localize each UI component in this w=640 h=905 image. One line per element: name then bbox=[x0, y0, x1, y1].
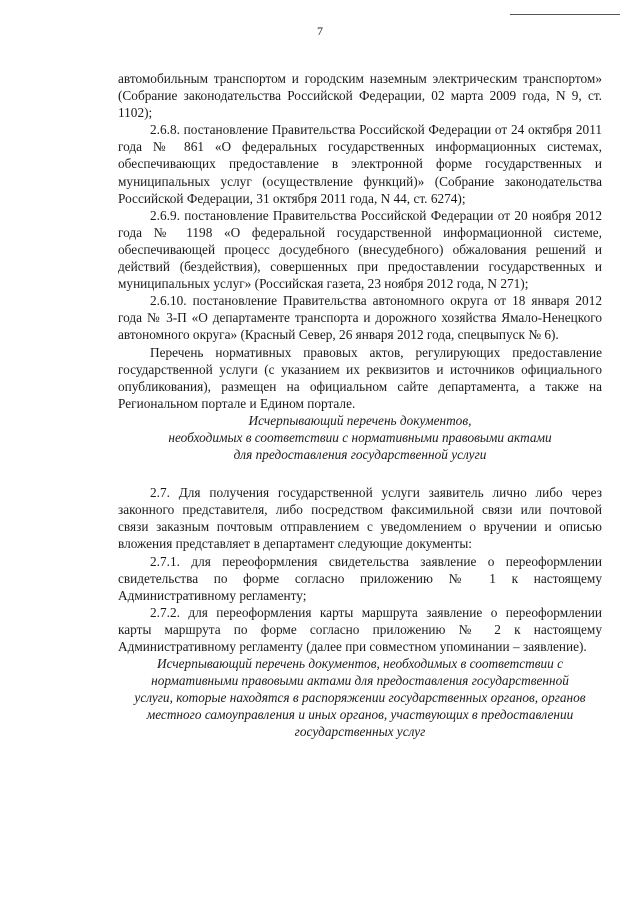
heading-line: услуги, которые находятся в распоряжении государственных органов, органов bbox=[134, 690, 586, 706]
paragraph-2-7-1: 2.7.1. для переоформления свидетельства заявление о переоформлении свидетельства по форме согласно приложению № 1 к настоящему Административному регламенту; bbox=[118, 553, 602, 603]
page-number: 7 bbox=[317, 24, 323, 38]
paragraph-2-6-10: 2.6.10. постановление Правительства автономного округа от 18 января 2012 года № 3-П «О департаменте транспорта и дорожного хозяйства Ямало-Ненецкого автономного округа» (Красный Север, 26 января 2012 года, спецвыпуск № 6). bbox=[118, 293, 602, 343]
heading-line: местного самоуправления и иных органов, участвующих в предоставлении bbox=[146, 707, 574, 723]
document-body bbox=[118, 70, 602, 741]
paragraph-2-6-9: 2.6.9. постановление Правительства Российской Федерации от 20 ноября 2012 года № 1198 «О федеральной государственной информационной системе, обеспечивающей процесс досудебного (внесудебного) обжалования решений и действий (бездействия), совершенных при предоставлении государственных и муниципальных услуг» (Российская газета, 23 ноября 2012 года, N 271); bbox=[118, 207, 602, 292]
heading-line: Исчерпывающий перечень документов, bbox=[248, 412, 472, 428]
section-heading-documents-held-by-agencies bbox=[118, 655, 602, 740]
paragraph-legal-acts-list: Перечень нормативных правовых актов, регулирующих предоставление государственной услуги (с указанием их реквизитов и источников официального опубликования), размещен на официальном сайте департамента, а также на Региональном портале и Едином портале. bbox=[118, 344, 602, 411]
paragraph-2-7: 2.7. Для получения государственной услуги заявитель лично либо через законного представителя, либо посредством факсимильной связи или почтовой связи заказным почтовым отправлением с уведомлением о вручении и описью вложения представляет в департамент следующие документы: bbox=[118, 485, 602, 552]
section-heading-required-documents bbox=[118, 412, 602, 463]
heading-line: нормативными правовыми актами для предоставления государственной bbox=[151, 673, 569, 689]
header-rule bbox=[510, 14, 620, 15]
paragraph-2-7-2: 2.7.2. для переоформления карты маршрута заявление о переоформлении карты маршрута по форме согласно приложению № 2 к настоящему Административному регламенту (далее при совместном упоминании – заявление). bbox=[118, 604, 602, 654]
heading-line: Исчерпывающий перечень документов, необходимых в соответствии с bbox=[156, 656, 564, 672]
paragraph-2-6-8: 2.6.8. постановление Правительства Российской Федерации от 24 октября 2011 года № 861 «О федеральных государственных информационных системах, обеспечивающих предоставление в электронной форме государственных и муниципальных услуг (осуществление функций)» (Собрание законодательства Российской Федерации, 31 октября 2011 года, N 44, ст. 6274); bbox=[118, 122, 602, 206]
paragraph-transport-law-continuation: автомобильным транспортом и городским наземным электрическим транспортом» (Собрание законодательства Российской Федерации, 02 марта 2009 года, N 9, ст. 1102); bbox=[118, 71, 602, 121]
heading-line: для предоставления государственной услуги bbox=[233, 447, 487, 463]
heading-line: государственных услуг bbox=[294, 724, 426, 740]
heading-line: необходимых в соответствии с нормативными правовыми актами bbox=[168, 429, 552, 445]
